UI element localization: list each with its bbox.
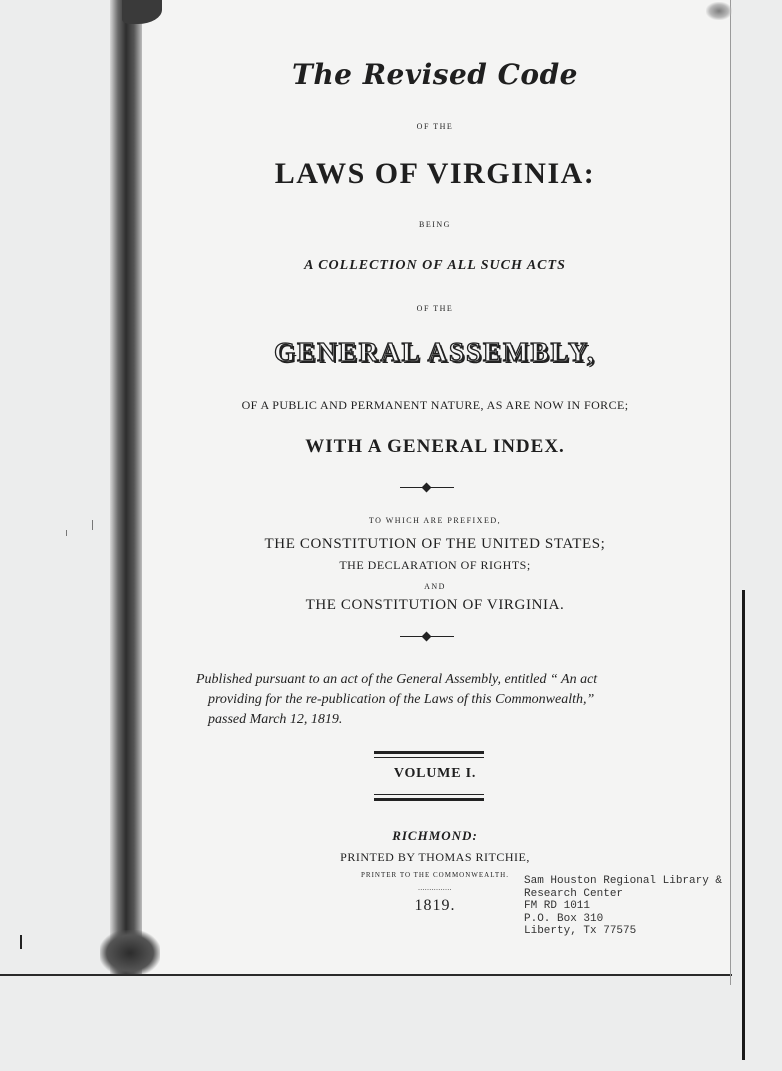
- being-label: BEING: [419, 220, 451, 229]
- double-rule: [374, 757, 484, 758]
- laws-heading: LAWS OF VIRGINIA:: [274, 157, 596, 190]
- scan-edge-bar: [742, 590, 745, 1060]
- corner-smudge: [706, 2, 732, 20]
- page-bottom-edge: [0, 974, 732, 976]
- and-label: AND: [424, 582, 446, 591]
- stamp-line: P.O. Box 310: [524, 912, 604, 925]
- double-rule: [374, 794, 484, 795]
- library-stamp: [524, 875, 722, 938]
- of-the-label: OF THE: [416, 122, 454, 131]
- double-rule: [374, 751, 484, 754]
- book-title: The Revised Code: [291, 58, 578, 91]
- constitution-us-line: THE CONSTITUTION OF THE UNITED STATES;: [264, 536, 606, 552]
- index-line: WITH A GENERAL INDEX.: [305, 436, 565, 457]
- publication-line: providing for the re-publication of the Laws of this Commonwealth,”: [208, 692, 595, 707]
- page-right-edge: [730, 0, 731, 985]
- prefixed-label: TO WHICH ARE PREFIXED,: [368, 516, 502, 525]
- stamp-line: Liberty, Tx 77575: [524, 925, 637, 937]
- collection-line: A COLLECTION OF ALL SUCH ACTS: [304, 258, 566, 273]
- ornament-divider: [400, 631, 454, 643]
- of-the-label: OF THE: [416, 304, 454, 313]
- imprint-dots: ...............: [418, 884, 452, 892]
- scan-speck: [92, 520, 93, 530]
- stamp-line: FM RD 1011: [524, 900, 591, 912]
- declaration-line: THE DECLARATION OF RIGHTS;: [339, 558, 531, 572]
- spine-foot-smudge: [100, 930, 160, 976]
- nature-line: OF A PUBLIC AND PERMANENT NATURE, AS ARE NOW IN FORCE;: [241, 398, 629, 412]
- assembly-heading: GENERAL ASSEMBLY,: [274, 337, 596, 367]
- publication-line: passed March 12, 1819.: [208, 712, 343, 727]
- book-spine-shadow: [110, 0, 142, 975]
- ornament-divider: [400, 482, 454, 494]
- publication-note: [196, 670, 696, 730]
- volume-label: VOLUME I.: [393, 766, 477, 781]
- imprint-printer: PRINTED BY THOMAS RITCHIE,: [340, 850, 530, 864]
- imprint-city: RICHMOND:: [392, 828, 478, 843]
- stamp-line: Research Center: [524, 887, 624, 900]
- stamp-line: Sam Houston Regional Library &: [524, 875, 723, 887]
- publication-line: Published pursuant to an act of the General Assembly, entitled “ An act: [196, 672, 598, 687]
- imprint-printer-to: PRINTER TO THE COMMONWEALTH.: [361, 871, 509, 879]
- scan-speck: [66, 530, 67, 536]
- double-rule: [374, 798, 484, 801]
- scan-speck: [20, 935, 22, 949]
- imprint-year: 1819.: [414, 897, 456, 914]
- constitution-va-line: THE CONSTITUTION OF VIRGINIA.: [305, 597, 565, 613]
